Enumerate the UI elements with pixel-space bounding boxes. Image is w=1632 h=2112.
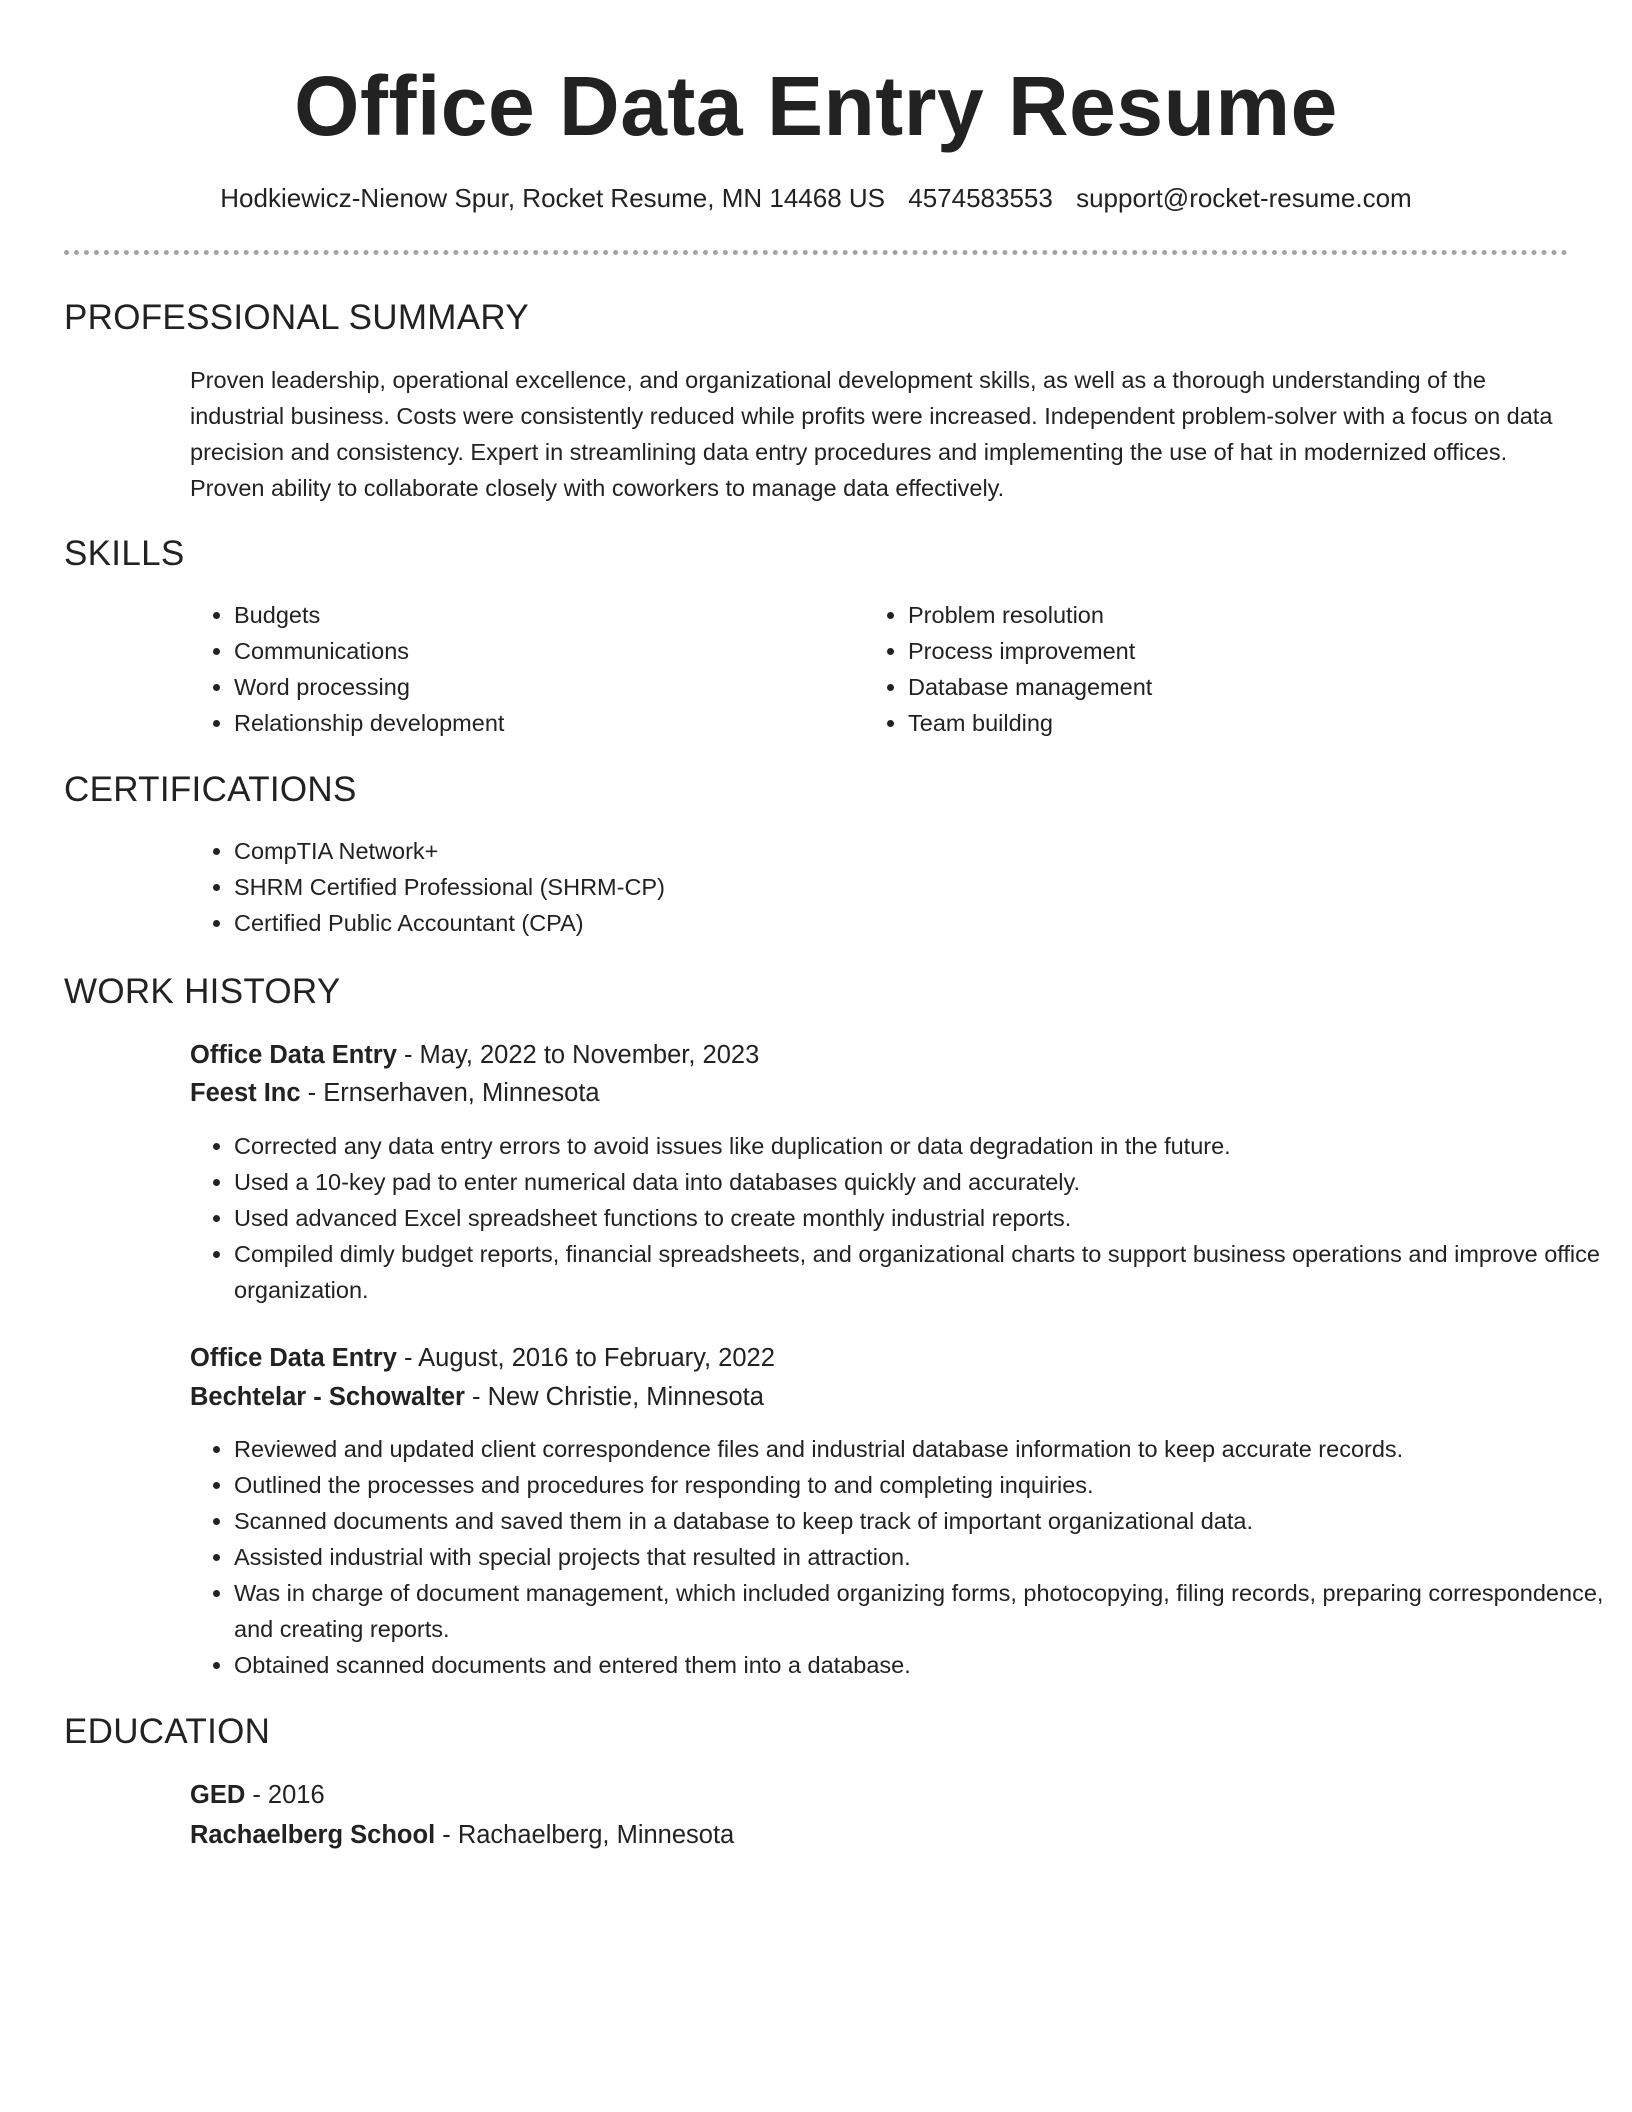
job-title-line — [190, 1036, 759, 1074]
job-bullet: • Scanned documents and saved them in a database to keep track of important organizational data. — [234, 1503, 1614, 1539]
summary-text: Proven leadership, operational excellence, and organizational development skills, as well as a thorough understanding of the industrial business. Costs were consistently reduced while profits were increased. Independent problem-solver with a focus on data precision and consistency. Expert in streamlining data entry procedures and implementing the use of hat in modernized offices. Proven ability to collaborate closely with coworkers to manage data effectively. — [190, 367, 1553, 501]
skill-item: • Database management — [908, 669, 1528, 705]
job-dates: - August, 2016 to February, 2022 — [396, 1344, 775, 1372]
skills-list-left — [190, 597, 854, 741]
job-title-line — [190, 1339, 775, 1377]
resume-title: Office Data Entry Resume — [294, 59, 1338, 153]
education-heading: EDUCATION — [64, 1712, 271, 1751]
education-school: Rachaelberg School — [190, 1821, 436, 1849]
job-bullet: • Assisted industrial with special projects that resulted in attraction. — [234, 1539, 1614, 1575]
education-year: - 2016 — [245, 1781, 325, 1809]
job-bullets — [190, 1128, 1614, 1308]
job-company: Feest Inc — [190, 1079, 301, 1107]
job-company-line — [190, 1074, 600, 1112]
job-company-line — [190, 1378, 764, 1416]
job-bullets — [190, 1431, 1614, 1683]
certifications-list — [190, 833, 1534, 941]
education-school-line — [190, 1816, 734, 1854]
job-bullet: • Obtained scanned documents and entered them into a database. — [234, 1647, 1614, 1683]
summary-heading: PROFESSIONAL SUMMARY — [64, 298, 529, 337]
contact-address: Hodkiewicz-Nienow Spur, Rocket Resume, MN 14468 US — [220, 183, 885, 213]
education-degree: GED — [190, 1781, 246, 1809]
certification-item: • SHRM Certified Professional (SHRM-CP) — [234, 869, 1534, 905]
job-location: - New Christie, Minnesota — [464, 1383, 764, 1411]
work-history-heading: WORK HISTORY — [64, 972, 341, 1011]
contact-phone: 4574583553 — [908, 183, 1053, 213]
certification-item: • CompTIA Network+ — [234, 833, 1534, 869]
certifications-heading: CERTIFICATIONS — [64, 770, 357, 809]
skill-item: • Process improvement — [908, 633, 1528, 669]
skill-item: • Problem resolution — [908, 597, 1528, 633]
skill-item: • Relationship development — [234, 705, 854, 741]
skill-item: • Team building — [908, 705, 1528, 741]
skill-item: • Word processing — [234, 669, 854, 705]
job-bullet: • Used advanced Excel spreadsheet functions to create monthly industrial reports. — [234, 1200, 1614, 1236]
job-bullet: • Compiled dimly budget reports, financial spreadsheets, and organizational charts to support business operations and improve office organization. — [234, 1236, 1614, 1308]
contact-email[interactable]: support@rocket-resume.com — [1076, 183, 1412, 213]
skills-list-right — [864, 597, 1528, 741]
education-degree-line — [190, 1776, 325, 1814]
certification-item: • Certified Public Accountant (CPA) — [234, 905, 1534, 941]
skills-heading: SKILLS — [64, 534, 185, 573]
contact-line — [64, 180, 1568, 216]
job-location: - Ernserhaven, Minnesota — [300, 1079, 600, 1107]
job-title: Office Data Entry — [190, 1344, 397, 1372]
education-location: - Rachaelberg, Minnesota — [435, 1821, 735, 1849]
job-bullet: • Outlined the processes and procedures for responding to and completing inquiries. — [234, 1467, 1614, 1503]
job-title: Office Data Entry — [190, 1041, 397, 1069]
header-divider — [64, 250, 1568, 255]
job-bullet: • Corrected any data entry errors to avoid issues like duplication or data degradation in the future. — [234, 1128, 1614, 1164]
job-company: Bechtelar - Schowalter — [190, 1383, 465, 1411]
skill-item: • Communications — [234, 633, 854, 669]
skill-item: • Budgets — [234, 597, 854, 633]
job-bullet: • Used a 10-key pad to enter numerical data into databases quickly and accurately. — [234, 1164, 1614, 1200]
job-bullet: • Reviewed and updated client correspondence files and industrial database information to keep accurate records. — [234, 1431, 1614, 1467]
job-dates: - May, 2022 to November, 2023 — [396, 1041, 760, 1069]
job-bullet: • Was in charge of document management, which included organizing forms, photocopying, filing records, preparing correspondence, and creating reports. — [234, 1575, 1614, 1647]
